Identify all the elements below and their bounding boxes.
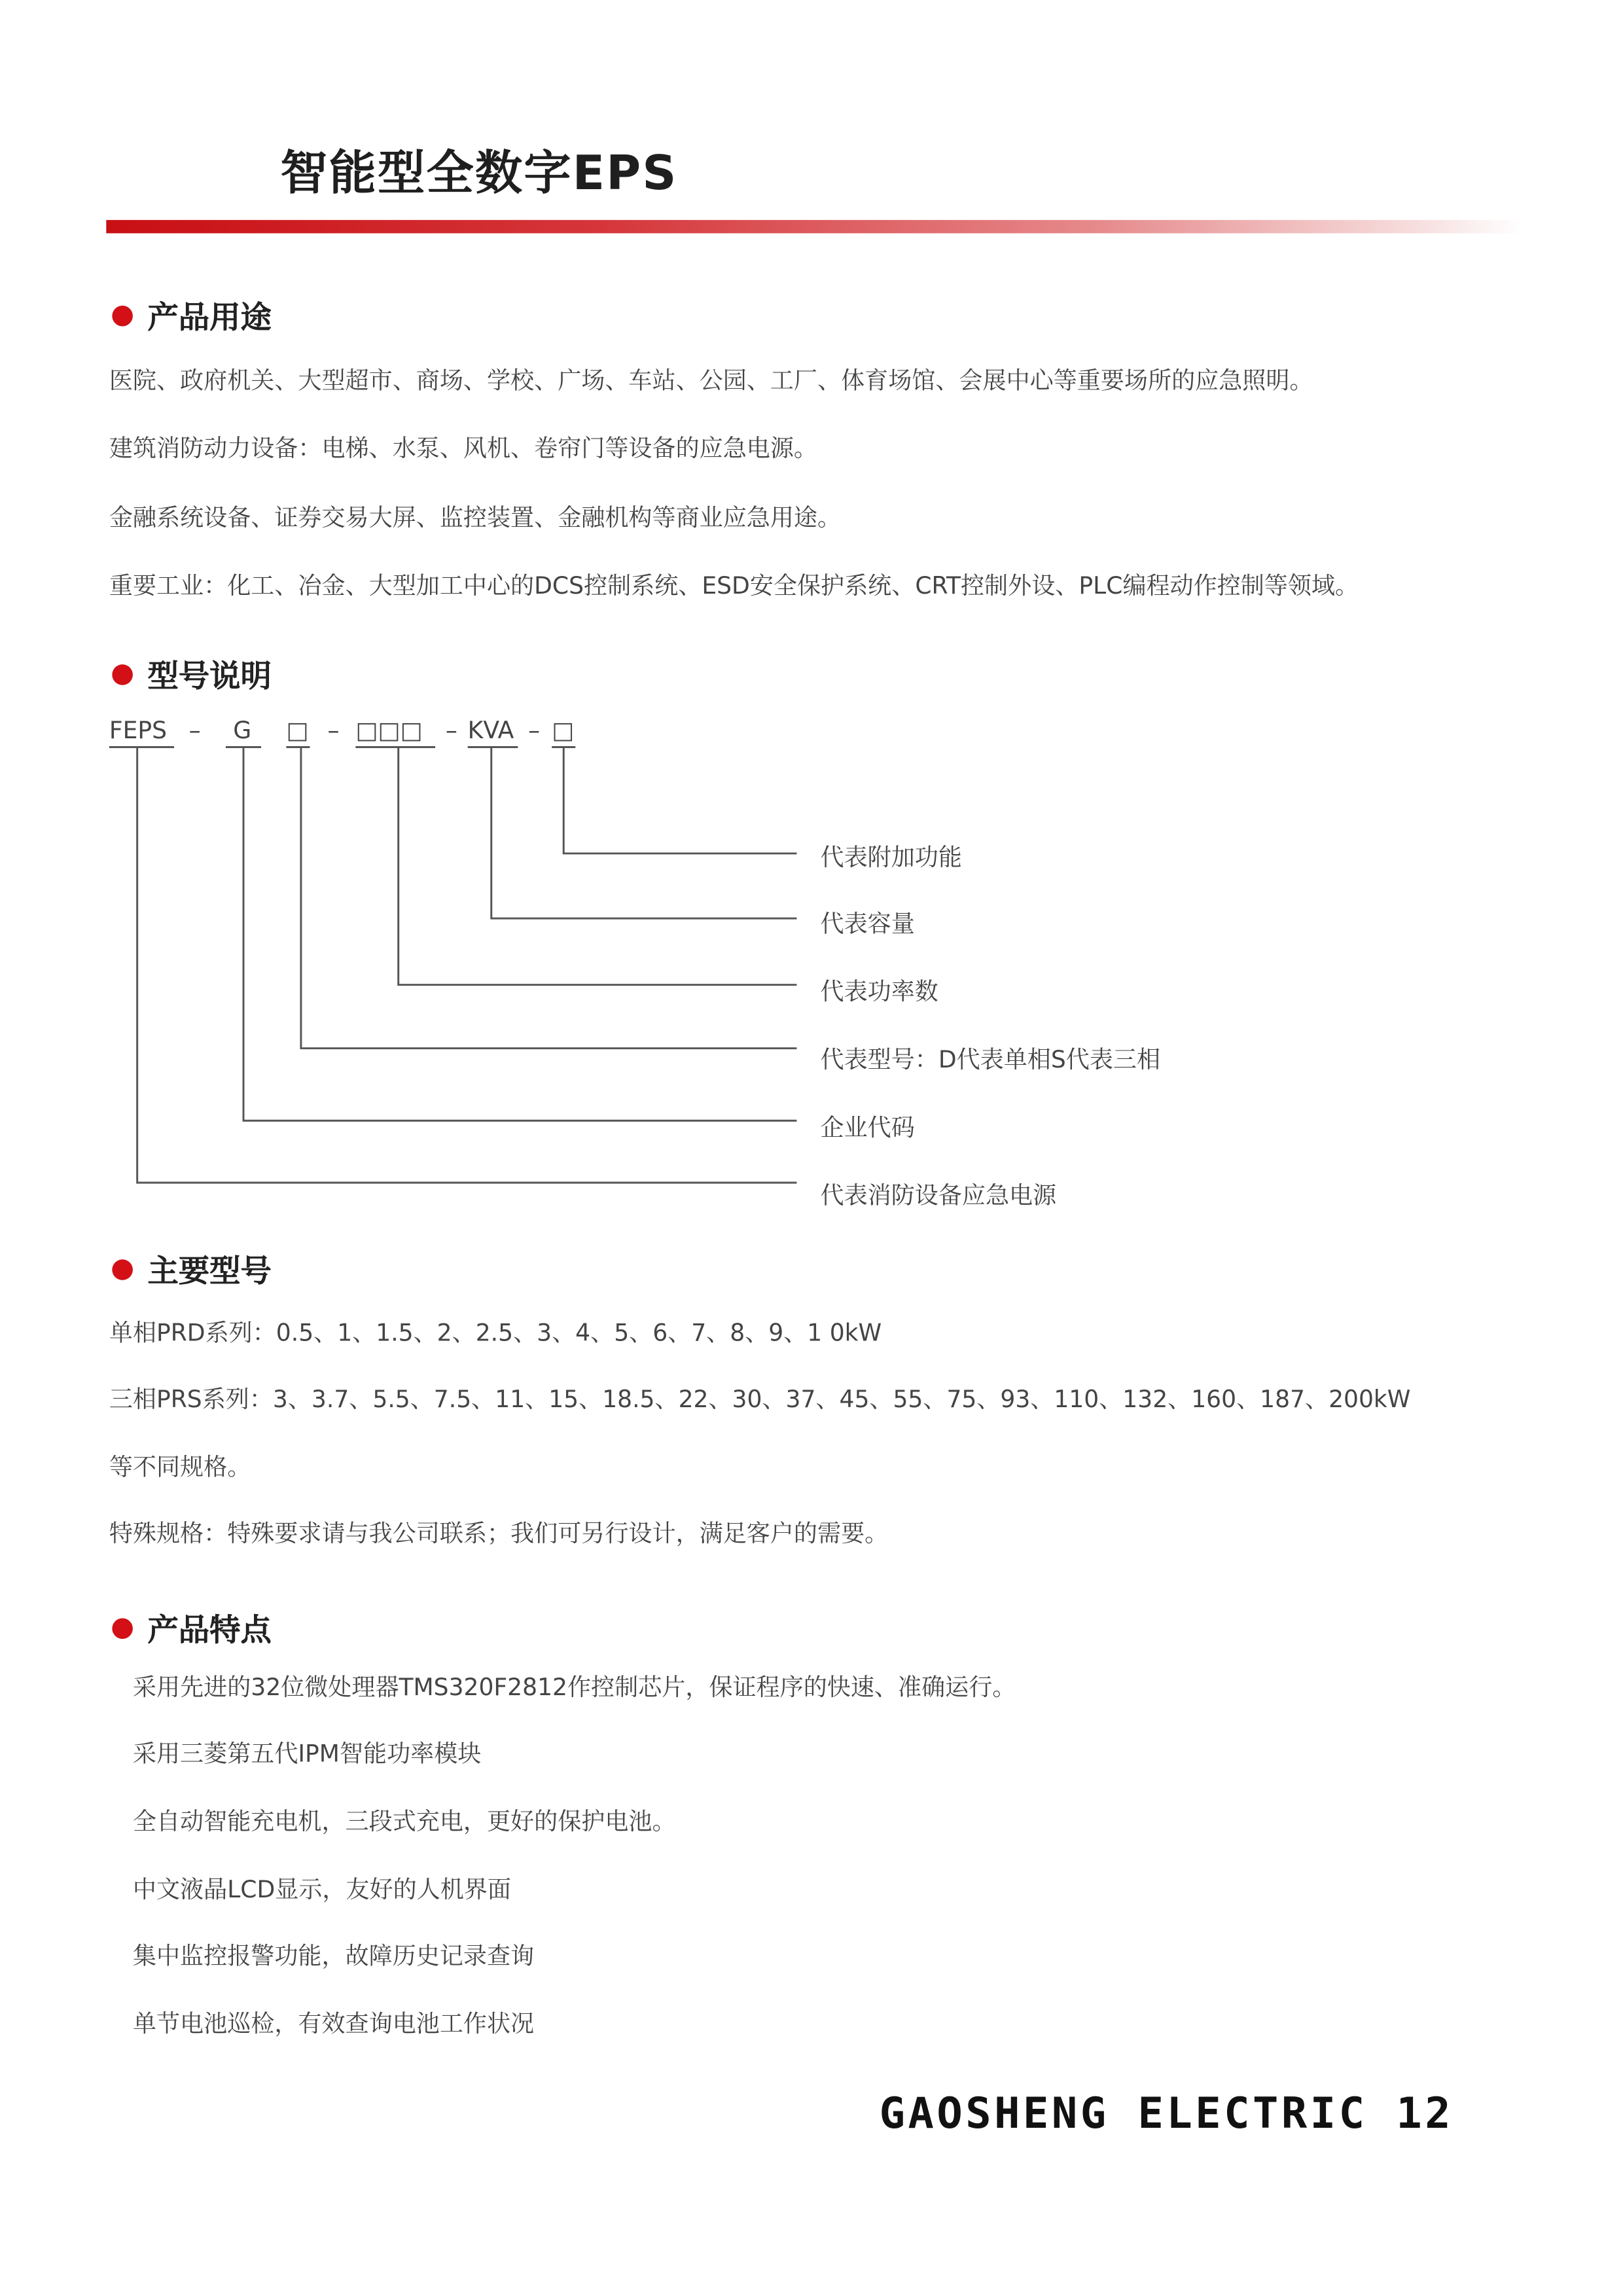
code-separator: – xyxy=(188,716,201,744)
label-phase-type: 代表型号：D代表单相S代表三相 xyxy=(820,1046,1161,1074)
code-part-power: □□□ xyxy=(355,716,423,744)
code-separator: – xyxy=(445,716,457,744)
usage-line: 金融系统设备、证券交易大屏、监控装置、金融机构等商业应急用途。 xyxy=(109,503,842,532)
label-power: 代表功率数 xyxy=(820,978,938,1006)
label-company-code: 企业代码 xyxy=(820,1113,915,1141)
label-extra-function: 代表附加功能 xyxy=(820,843,962,871)
main-models-line: 特殊规格：特殊要求请与我公司联系；我们可另行设计，满足客户的需要。 xyxy=(109,1519,889,1548)
code-part-phase: □ xyxy=(286,716,309,744)
label-fire-emergency: 代表消防设备应急电源 xyxy=(820,1181,1057,1210)
model-heading-text: 型号说明 xyxy=(147,658,272,694)
code-part-extra: □ xyxy=(552,716,575,744)
usage-line: 建筑消防动力设备：电梯、水泵、风机、卷帘门等设备的应急电源。 xyxy=(109,434,818,463)
feature-item: 单节电池巡检，有效查询电池工作状况 xyxy=(132,2009,535,2038)
main-models-heading-text: 主要型号 xyxy=(147,1253,272,1289)
label-capacity: 代表容量 xyxy=(820,910,915,938)
usage-heading-text: 产品用途 xyxy=(147,299,272,336)
feature-item: 采用先进的32位微处理器TMS320F2812作控制芯片，保证程序的快速、准确运行。 xyxy=(132,1672,1016,1701)
page-title: 智能型全数字EPS xyxy=(280,145,678,201)
main-models-section-heading xyxy=(112,1247,271,1292)
bullet-dot-icon xyxy=(112,1259,133,1280)
features-heading-text: 产品特点 xyxy=(147,1612,272,1648)
leader-line-extra xyxy=(563,747,796,853)
feature-item: 中文液晶LCD显示，友好的人机界面 xyxy=(132,1874,512,1903)
usage-line: 医院、政府机关、大型超市、商场、学校、广场、车站、公园、工厂、体育场馆、会展中心等重要场所的应急照明。 xyxy=(109,366,1313,395)
bullet-dot-icon xyxy=(112,664,133,685)
title-underline-bar xyxy=(106,220,1522,233)
code-separator: – xyxy=(327,716,340,744)
main-models-line: 等不同规格。 xyxy=(109,1452,251,1481)
bullet-dot-icon xyxy=(112,306,133,327)
feature-item: 采用三菱第五代IPM智能功率模块 xyxy=(132,1739,482,1768)
feature-item: 集中监控报警功能，故障历史记录查询 xyxy=(132,1941,535,1970)
leader-line-company xyxy=(243,747,796,1121)
features-section-heading xyxy=(112,1606,271,1651)
feature-item: 全自动智能充电机，三段式充电，更好的保护电池。 xyxy=(132,1807,676,1836)
footer-brand-page-number: GAOSHENG ELECTRIC 12 xyxy=(879,2087,1454,2138)
leader-line-power xyxy=(399,747,797,984)
usage-line: 重要工业：化工、冶金、大型加工中心的DCS控制系统、ESD安全保护系统、CRT控制外设、PLC编程动作控制等领域。 xyxy=(109,571,1359,600)
leader-line-capacity xyxy=(491,747,797,918)
code-part-series: FEPS xyxy=(109,716,168,744)
model-code-diagram xyxy=(88,706,1240,1223)
leader-line-phase xyxy=(301,747,797,1048)
bullet-dot-icon xyxy=(112,1618,133,1639)
leader-line-series xyxy=(137,747,797,1182)
code-part-company: G xyxy=(233,716,252,744)
model-section-heading xyxy=(112,653,271,697)
usage-section-heading xyxy=(112,294,271,338)
code-separator: – xyxy=(528,716,541,744)
main-models-line: 单相PRD系列：0.5、1、1.5、2、2.5、3、4、5、6、7、8、9、1 0kW xyxy=(109,1318,882,1347)
code-part-capacity: KVA xyxy=(467,716,514,744)
main-models-line: 三相PRS系列：3、3.7、5.5、7.5、11、15、18.5、22、30、37、45、55、75、93、110、132、160、187、200kW xyxy=(109,1385,1411,1413)
